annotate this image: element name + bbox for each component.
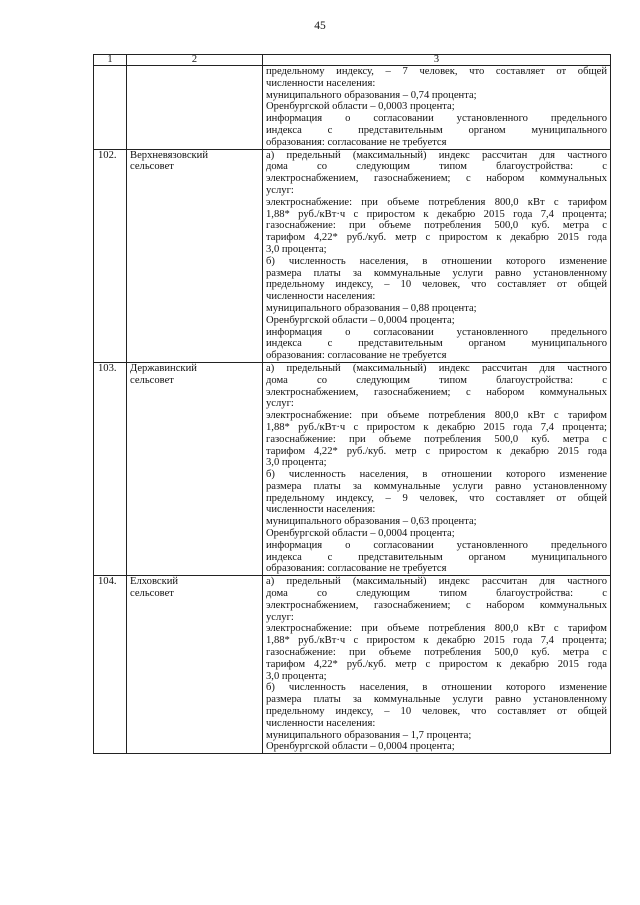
municipality-name bbox=[127, 66, 263, 150]
description-line: муниципального образования – 0,88 процента; bbox=[266, 302, 477, 314]
description-line: а) предельный (максимальный) индекс рассчитан для частного bbox=[266, 149, 607, 161]
table-row bbox=[94, 66, 611, 150]
municipality-name bbox=[127, 149, 263, 362]
description-line: 3,0 процента; bbox=[266, 243, 327, 255]
description-line: размера платы за коммунальные услуги равно установленному bbox=[266, 694, 607, 706]
description-line: индекса с представительным органом муниципального bbox=[266, 124, 607, 136]
table-row bbox=[94, 362, 611, 575]
description-line: индекса с представительным органом муниципального bbox=[266, 338, 607, 350]
row-number: 104. bbox=[94, 576, 127, 754]
description-line: образования: согласование не требуется bbox=[266, 350, 447, 362]
table-header-row bbox=[94, 55, 611, 66]
table-row bbox=[94, 149, 611, 362]
description-line: дома со следующим типом благоустройства: с bbox=[266, 374, 607, 386]
description-line: тарифом 4,22* руб./куб. метр с приростом к декабрю 2015 года bbox=[266, 658, 607, 670]
table-body bbox=[94, 55, 611, 754]
description-line: численности населения: bbox=[266, 291, 376, 303]
description-line: дома со следующим типом благоустройства: с bbox=[266, 588, 607, 600]
description-line: предельному индексу, – 10 человек, что составляет от общей bbox=[266, 706, 607, 718]
description-line: электроснабжением, газоснабжением; с набором коммунальных bbox=[266, 173, 607, 185]
description-line: услуг: bbox=[266, 398, 294, 410]
description-line: предельному индексу, – 7 человек, что составляет от общей bbox=[266, 66, 607, 77]
description-line: предельному индексу, – 9 человек, что составляет от общей bbox=[266, 492, 607, 504]
description-line: размера платы за коммунальные услуги равно установленному bbox=[266, 267, 607, 279]
municipality-name bbox=[127, 576, 263, 754]
description-line: Оренбургской области – 0,0004 процента; bbox=[266, 528, 455, 540]
description-line: Оренбургской области – 0,0004 процента; bbox=[266, 314, 455, 326]
header-col-number: 1 bbox=[94, 55, 127, 66]
description-line: 1,88* руб./кВт·ч с приростом к декабрю 2015 года 7,4 процента; bbox=[266, 635, 607, 647]
description-line: электроснабжение: при объеме потребления 800,0 кВт с тарифом bbox=[266, 196, 607, 208]
description-line: газоснабжение: при объеме потребления 500,0 куб. метра с bbox=[266, 433, 607, 445]
index-description bbox=[263, 66, 611, 150]
row-number: 103. bbox=[94, 362, 127, 575]
municipality-name-line: Верхневязовский bbox=[130, 149, 209, 161]
description-line: размера платы за коммунальные услуги равно установленному bbox=[266, 480, 607, 492]
description-line: численности населения: bbox=[266, 504, 376, 516]
description-line: информация о согласовании установленного предельного bbox=[266, 113, 607, 125]
description-line: электроснабжением, газоснабжением; с набором коммунальных bbox=[266, 599, 607, 611]
description-line: численности населения: bbox=[266, 77, 376, 89]
description-line: электроснабжением, газоснабжением; с набором коммунальных bbox=[266, 386, 607, 398]
description-line: 3,0 процента; bbox=[266, 457, 327, 469]
description-line: 1,88* руб./кВт·ч с приростом к декабрю 2015 года 7,4 процента; bbox=[266, 421, 607, 433]
description-line: а) предельный (максимальный) индекс рассчитан для частного bbox=[266, 362, 607, 374]
description-line: дома со следующим типом благоустройства: с bbox=[266, 161, 607, 173]
description-line: услуг: bbox=[266, 184, 294, 196]
description-line: тарифом 4,22* руб./куб. метр с приростом к декабрю 2015 года bbox=[266, 232, 607, 244]
row-number: 102. bbox=[94, 149, 127, 362]
municipality-name-line: Державинский bbox=[130, 362, 197, 374]
document-table bbox=[93, 54, 611, 754]
description-line: электроснабжение: при объеме потребления 800,0 кВт с тарифом bbox=[266, 623, 607, 635]
description-line: предельному индексу, – 10 человек, что составляет от общей bbox=[266, 279, 607, 291]
municipality-name-line: сельсовет bbox=[130, 374, 174, 386]
description-line: муниципального образования – 0,63 процента; bbox=[266, 516, 477, 528]
table-row bbox=[94, 576, 611, 754]
description-line: газоснабжение: при объеме потребления 500,0 куб. метра с bbox=[266, 647, 607, 659]
description-line: информация о согласовании установленного предельного bbox=[266, 326, 607, 338]
description-line: б) численность населения, в отношении которого изменение bbox=[266, 255, 607, 267]
description-line: Оренбургской области – 0,0004 процента; bbox=[266, 741, 455, 753]
description-line: численности населения: bbox=[266, 717, 376, 729]
description-line: образования: согласование не требуется bbox=[266, 563, 447, 575]
row-number bbox=[94, 66, 127, 150]
description-line: 3,0 процента; bbox=[266, 670, 327, 682]
municipality-name-line: сельсовет bbox=[130, 161, 174, 173]
description-line: газоснабжение: при объеме потребления 500,0 куб. метра с bbox=[266, 220, 607, 232]
index-description bbox=[263, 576, 611, 754]
page-number: 45 bbox=[314, 20, 326, 32]
header-col-name: 2 bbox=[127, 55, 263, 66]
municipality-name-line: сельсовет bbox=[130, 588, 174, 600]
municipality-name-line: Елховский bbox=[130, 576, 179, 588]
index-description bbox=[263, 149, 611, 362]
index-description bbox=[263, 362, 611, 575]
description-line: индекса с представительным органом муниципального bbox=[266, 551, 607, 563]
description-line: Оренбургской области – 0,0003 процента; bbox=[266, 101, 455, 113]
description-line: муниципального образования – 0,74 процента; bbox=[266, 89, 477, 101]
description-line: б) численность населения, в отношении которого изменение bbox=[266, 469, 607, 481]
description-line: а) предельный (максимальный) индекс рассчитан для частного bbox=[266, 576, 607, 588]
description-line: б) численность населения, в отношении которого изменение bbox=[266, 682, 607, 694]
header-col-description: 3 bbox=[263, 55, 611, 66]
description-line: муниципального образования – 1,7 процента; bbox=[266, 729, 472, 741]
municipality-name bbox=[127, 362, 263, 575]
description-line: электроснабжение: при объеме потребления 800,0 кВт с тарифом bbox=[266, 410, 607, 422]
description-line: образования: согласование не требуется bbox=[266, 136, 447, 148]
description-line: информация о согласовании установленного предельного bbox=[266, 539, 607, 551]
description-line: 1,88* руб./кВт·ч с приростом к декабрю 2015 года 7,4 процента; bbox=[266, 208, 607, 220]
description-line: тарифом 4,22* руб./куб. метр с приростом к декабрю 2015 года bbox=[266, 445, 607, 457]
description-line: услуг: bbox=[266, 611, 294, 623]
